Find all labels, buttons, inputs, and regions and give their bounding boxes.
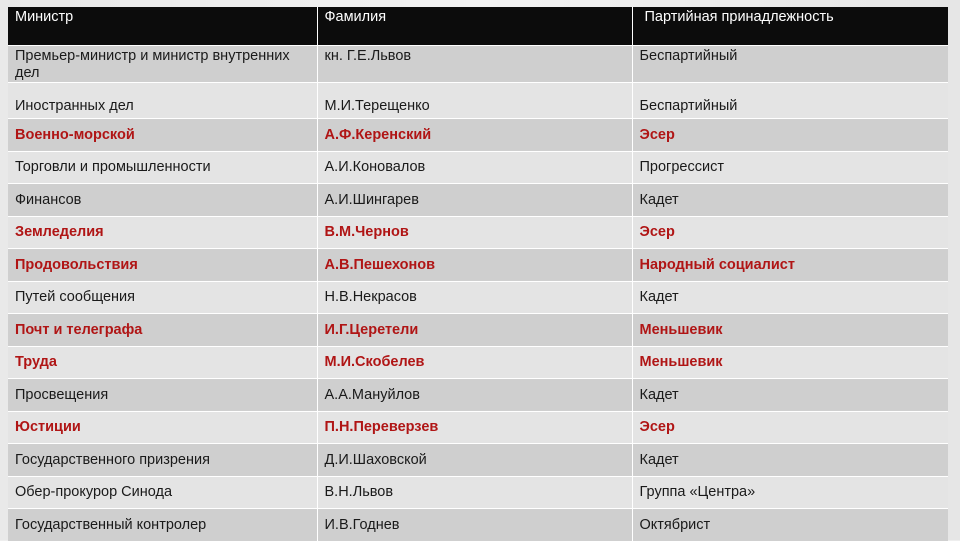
cell-party: Группа «Центра» xyxy=(632,476,948,509)
ministers-table xyxy=(8,7,948,541)
cell-name: А.И.Шингарев xyxy=(317,184,632,217)
cell-name: В.Н.Львов xyxy=(317,476,632,509)
cell-party: Эсер xyxy=(632,119,948,152)
cell-party: Кадет xyxy=(632,379,948,412)
cell-party: Меньшевик xyxy=(632,314,948,347)
cell-name: П.Н.Переверзев xyxy=(317,411,632,444)
cell-party: Кадет xyxy=(632,184,948,217)
cell-party: Беспартийный xyxy=(632,46,948,83)
cell-ministry: Государственный контролер xyxy=(8,509,317,541)
cell-party: Меньшевик xyxy=(632,346,948,379)
cell-ministry: Военно-морской xyxy=(8,119,317,152)
header-party: Партийная принадлежность xyxy=(632,7,948,46)
cell-name: Д.И.Шаховской xyxy=(317,444,632,477)
cell-ministry: Путей сообщения xyxy=(8,281,317,314)
cell-party: Кадет xyxy=(632,281,948,314)
cell-name: В.М.Чернов xyxy=(317,216,632,249)
table-row xyxy=(8,249,948,282)
table-row xyxy=(8,119,948,152)
cell-party: Народный социалист xyxy=(632,249,948,282)
cell-name: А.А.Мануйлов xyxy=(317,379,632,412)
cell-party: Эсер xyxy=(632,411,948,444)
table-row xyxy=(8,83,948,119)
table-row xyxy=(8,281,948,314)
cell-ministry: Государственного призрения xyxy=(8,444,317,477)
cell-name: И.Г.Церетели xyxy=(317,314,632,347)
table-row xyxy=(8,379,948,412)
cell-ministry: Торговли и промышленности xyxy=(8,151,317,184)
table-row xyxy=(8,314,948,347)
table-row xyxy=(8,509,948,541)
table-row xyxy=(8,411,948,444)
cell-name: И.В.Годнев xyxy=(317,509,632,541)
cell-party: Прогрессист xyxy=(632,151,948,184)
cell-party: Беспартийный xyxy=(632,83,948,119)
cell-ministry: Продовольствия xyxy=(8,249,317,282)
cell-name: А.Ф.Керенский xyxy=(317,119,632,152)
cell-ministry: Иностранных дел xyxy=(8,83,317,119)
cell-ministry: Просвещения xyxy=(8,379,317,412)
table-row xyxy=(8,216,948,249)
cell-party: Кадет xyxy=(632,444,948,477)
cell-ministry: Обер-прокурор Синода xyxy=(8,476,317,509)
cell-name: М.И.Терещенко xyxy=(317,83,632,119)
table-row xyxy=(8,346,948,379)
header-name: Фамилия xyxy=(317,7,632,46)
table-row xyxy=(8,151,948,184)
table-body xyxy=(8,46,948,541)
cell-ministry: Почт и телеграфа xyxy=(8,314,317,347)
cell-ministry: Земледелия xyxy=(8,216,317,249)
table-row xyxy=(8,184,948,217)
cell-ministry: Юстиции xyxy=(8,411,317,444)
table-header-row xyxy=(8,7,948,46)
cell-ministry: Труда xyxy=(8,346,317,379)
cell-party: Октябрист xyxy=(632,509,948,541)
cell-party: Эсер xyxy=(632,216,948,249)
cell-ministry: Финансов xyxy=(8,184,317,217)
table-row xyxy=(8,444,948,477)
header-ministry: Министр xyxy=(8,7,317,46)
cell-name: М.И.Скобелев xyxy=(317,346,632,379)
cell-name: кн. Г.Е.Львов xyxy=(317,46,632,83)
cell-name: Н.В.Некрасов xyxy=(317,281,632,314)
table-row xyxy=(8,46,948,83)
cell-name: А.И.Коновалов xyxy=(317,151,632,184)
cell-name: А.В.Пешехонов xyxy=(317,249,632,282)
table-row xyxy=(8,476,948,509)
cell-ministry: Премьер-министр и министр внутренних дел xyxy=(8,46,317,83)
